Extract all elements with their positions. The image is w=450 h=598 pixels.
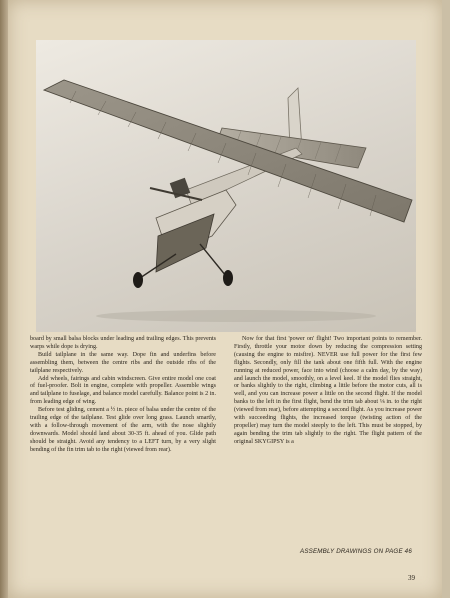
paragraph: Now for that first 'power on' flight! Two important points to remember. Firstly, throttle your motor down by reducing the compression setting (causing the engine to misfire). NEVER use full power for the first few flights. Secondly, only fill the tank about one fifth full. With the engine running at reduced power, face into wind (choose a calm day, by the way) and launch the model, smoothly, on a level keel. If the model flies straight, or banks slightly to the right, climbing a little before the motor cuts, all is well, and you can increase power a little on the second flight. If the model banks to the left in the first flight, bend the trim tab about ⅛ in. to the right (viewed from rear), before attempting a second flight. As you increase power with succeeding flights, the increased torque (twisting action of the propeller) may turn the model steeply to the left. This must be stopped, by again bending the trim tab slightly to the right. The flight pattern of the original SKYGIPSY is a: [234, 336, 422, 445]
assembly-drawings-note: ASSEMBLY DRAWINGS ON PAGE 46: [300, 548, 412, 555]
text-column-right: [234, 336, 422, 447]
paragraph: Add wheels, fairings and cabin windscreen. Give entire model one coat of fuel-proofer. Bolt in engine, complete with propeller. Assemble wings and tailplane to fuselage, and balance model carefully. Balance point is 2 in. from leading edge of wing.: [30, 375, 216, 406]
text-column-left: [30, 336, 216, 455]
page-number: 39: [408, 574, 415, 582]
paragraph: Build tailplane in the same way. Dope fin and underfins before assembling them, between the centre ribs and the outside ribs of the tailplane respectively.: [30, 351, 216, 374]
paragraph: Before test gliding, cement a ½ in. piece of balsa under the centre of the trailing edge of the tailplane. Test glide over long grass. Launch smartly, with a follow-through movement of the arm, with the nose slightly downwards. Model should land about 30-35 ft. ahead of you. Glide path should be straight. Avoid any tendency to a LEFT turn, by a very slight bending of the fin trim tab to the right (viewed from rear).: [30, 407, 216, 453]
model-airplane-photo: [36, 40, 416, 332]
paragraph: board by small balsa blocks under leading and trailing edges. This prevents warps while dope is drying.: [30, 336, 216, 350]
airplane-illustration: [36, 40, 416, 332]
